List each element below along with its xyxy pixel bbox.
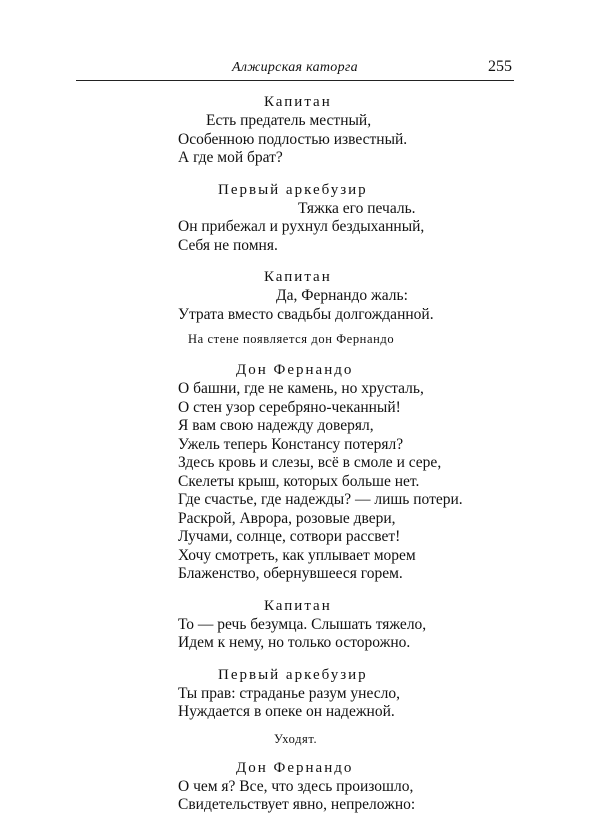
verse-line: О башни, где не камень, но хрусталь,	[178, 380, 424, 397]
verse-line: Скелеты крыш, которых больше нет.	[178, 472, 420, 490]
verse-line: Особенною подлостью известный.	[178, 130, 408, 148]
verse-line: Себя не помня.	[178, 236, 278, 254]
verse-line: То — речь безумца. Слышать тяжело,	[178, 615, 427, 633]
verse-line: Есть предатель местный,	[206, 112, 372, 129]
running-title: Алжирская каторга	[232, 60, 358, 75]
verse-line: Да, Фернандо жаль:	[276, 287, 408, 304]
page-number: 255	[488, 58, 512, 75]
stage-direction: На стене появляется дон Фернандо	[188, 332, 395, 346]
verse-line: Свидетельствует явно, непреложно:	[178, 796, 416, 813]
speaker-name: Первый аркебузир	[218, 181, 368, 198]
speaker-name: Капитан	[264, 269, 332, 285]
verse-line: А где мой брат?	[178, 149, 283, 166]
speaker-name: Дон Фернандо	[236, 759, 354, 776]
speaker-name: Капитан	[264, 597, 332, 614]
verse-line: Где счастье, где надежды? — лишь потери.	[178, 491, 463, 508]
play-text	[178, 92, 478, 815]
verse-line: Хочу смотреть, как уплывает морем	[178, 546, 416, 564]
verse-line: Блаженство, обернувшееся горем.	[178, 565, 403, 582]
verse-line: Идем к нему, но только осторожно.	[178, 634, 411, 651]
verse-line: Нуждается в опеке он надежной.	[178, 703, 395, 720]
speaker-name: Капитан	[264, 94, 332, 110]
verse-line: Здесь кровь и слезы, всё в смоле и сере,	[178, 454, 442, 471]
verse-line: О чем я? Все, что здесь произошло,	[178, 777, 414, 795]
verse-line: Тяжка его печаль.	[298, 199, 416, 217]
verse-line: Раскрой, Аврора, розовые двери,	[178, 509, 396, 527]
stage-direction: Уходят.	[274, 731, 318, 746]
verse-line: Лучами, солнце, сотвори рассвет!	[178, 528, 401, 545]
speaker-name: Дон Фернандо	[236, 362, 354, 378]
verse-line: Ты прав: страданье разум унесло,	[178, 684, 400, 702]
speaker-name: Первый аркебузир	[218, 666, 368, 683]
verse-line: Ужель теперь Констансу потерял?	[178, 435, 404, 453]
running-header	[76, 58, 514, 81]
verse-line: Утрата вместо свадьбы долгожданной.	[178, 305, 434, 323]
verse-line: Я вам свою надежду доверял,	[178, 417, 374, 434]
verse-line: О стен узор серебряно-чеканный!	[178, 398, 401, 416]
verse-line: Он прибежал и рухнул бездыханный,	[178, 218, 425, 235]
